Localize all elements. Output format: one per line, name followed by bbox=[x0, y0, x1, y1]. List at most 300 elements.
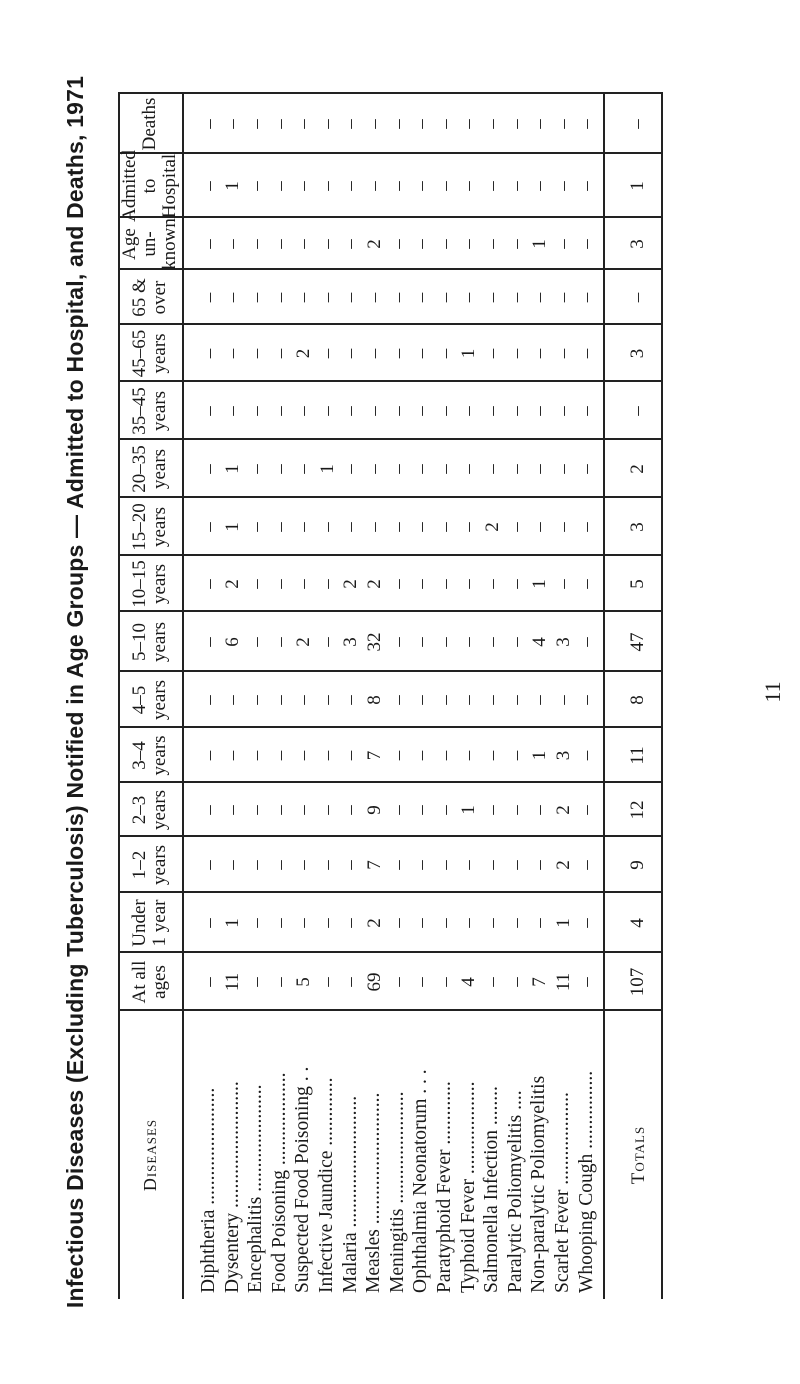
table-cell: – bbox=[293, 522, 315, 532]
table-cell: – bbox=[316, 181, 338, 191]
table-cell: – bbox=[505, 805, 527, 815]
table-cell: – bbox=[529, 119, 551, 129]
table-bottom-rule bbox=[661, 93, 663, 1299]
totals-cell: – bbox=[627, 292, 648, 303]
table-cell: – bbox=[481, 637, 503, 647]
table-cell: – bbox=[245, 637, 267, 647]
table-cell: – bbox=[481, 977, 503, 987]
table-cell: – bbox=[529, 695, 551, 705]
column-header-line: 4–5 bbox=[129, 685, 150, 715]
column-header bbox=[118, 783, 182, 837]
table-cell: 2 bbox=[552, 805, 574, 815]
table-cell: – bbox=[269, 464, 291, 474]
table-cell: – bbox=[434, 860, 456, 870]
table-cell: 5 bbox=[293, 977, 315, 987]
table-cell: – bbox=[293, 239, 315, 249]
table-cell: – bbox=[245, 239, 267, 249]
table-cell: 7 bbox=[529, 977, 551, 987]
table-cell: – bbox=[293, 579, 315, 589]
table-cell: – bbox=[529, 918, 551, 928]
disease-name: Whooping Cough ................ bbox=[575, 1070, 597, 1293]
table-cell: – bbox=[363, 464, 385, 474]
totals-cell: 107 bbox=[627, 967, 648, 997]
table-cell: – bbox=[293, 918, 315, 928]
totals-cell: – bbox=[627, 119, 648, 129]
table-cell: – bbox=[458, 860, 480, 870]
column-header-line: years bbox=[149, 563, 170, 605]
table-cell: 1 bbox=[529, 239, 551, 249]
table-cell: – bbox=[505, 860, 527, 870]
column-header-line: years bbox=[149, 333, 170, 374]
table-cell: – bbox=[552, 579, 574, 589]
table-cell: – bbox=[411, 977, 433, 987]
table-cell: – bbox=[222, 860, 244, 870]
totals-cell: – bbox=[627, 406, 648, 416]
column-header-line: years bbox=[149, 621, 170, 663]
header-rule bbox=[182, 93, 184, 1299]
table-cell: – bbox=[434, 292, 456, 303]
disease-name: Typhoid Fever ................... bbox=[457, 1081, 479, 1293]
table-cell: 1 bbox=[316, 464, 338, 474]
table-cell: – bbox=[293, 292, 315, 303]
table-cell: 7 bbox=[363, 750, 385, 761]
table-cell: – bbox=[387, 348, 409, 359]
column-header-line: 10–15 bbox=[129, 560, 150, 608]
table-cell: – bbox=[387, 119, 409, 129]
table-cell: – bbox=[529, 292, 551, 303]
totals-cell: 12 bbox=[627, 800, 648, 820]
table-cell: – bbox=[576, 181, 598, 191]
table-cell: 2 bbox=[552, 860, 574, 870]
table-cell: – bbox=[434, 406, 456, 416]
totals-cell: 5 bbox=[627, 579, 648, 589]
table-cell: – bbox=[529, 181, 551, 191]
disease-name: Non-paralytic Poliomyelitis bbox=[528, 1075, 550, 1293]
table-cell: 9 bbox=[363, 805, 385, 815]
table-cell: – bbox=[340, 464, 362, 474]
table-cell: – bbox=[411, 406, 433, 416]
table-cell: 32 bbox=[363, 632, 385, 652]
table-cell: – bbox=[576, 977, 598, 987]
table-cell: – bbox=[198, 977, 220, 987]
table-cell: – bbox=[245, 348, 267, 359]
table-cell: – bbox=[552, 119, 574, 129]
table-cell: – bbox=[340, 181, 362, 191]
table-cell: – bbox=[576, 860, 598, 870]
table-cell: – bbox=[269, 239, 291, 249]
disease-name: Dysentery .......................... bbox=[221, 1081, 243, 1293]
table-cell: – bbox=[387, 977, 409, 987]
table-cell: – bbox=[434, 637, 456, 647]
column-header bbox=[118, 440, 182, 498]
column-header-line: Admitted bbox=[119, 150, 140, 222]
disease-name: Malaria ........................... bbox=[339, 1095, 361, 1293]
table-cell: – bbox=[245, 805, 267, 815]
table-cell: – bbox=[245, 292, 267, 303]
table-cell: – bbox=[316, 522, 338, 532]
table-cell: – bbox=[576, 637, 598, 647]
column-header-line: 3–4 bbox=[129, 741, 150, 770]
table-cell: – bbox=[434, 464, 456, 474]
table-cell: – bbox=[222, 805, 244, 815]
column-header-line: Deaths bbox=[139, 97, 160, 151]
table-cell: – bbox=[387, 579, 409, 589]
table-cell: – bbox=[340, 119, 362, 129]
table-cell: – bbox=[245, 464, 267, 474]
column-header-line: years bbox=[149, 735, 170, 776]
table-cell: – bbox=[222, 292, 244, 303]
table-cell: – bbox=[458, 119, 480, 129]
table-cell: – bbox=[576, 348, 598, 359]
table-cell: – bbox=[198, 695, 220, 705]
table-cell: – bbox=[198, 292, 220, 303]
column-header-line: years bbox=[149, 506, 170, 548]
table-cell: 1 bbox=[529, 579, 551, 589]
table-cell: 3 bbox=[552, 750, 574, 761]
table-cell: – bbox=[316, 805, 338, 815]
table-cell: – bbox=[458, 239, 480, 249]
table-cell: – bbox=[269, 918, 291, 928]
table-cell: – bbox=[481, 860, 503, 870]
table-cell: – bbox=[387, 918, 409, 928]
table-cell: – bbox=[411, 579, 433, 589]
totals-cell: 8 bbox=[627, 695, 648, 705]
table-cell: – bbox=[458, 406, 480, 416]
table-cell: – bbox=[505, 918, 527, 928]
table-cell: – bbox=[198, 860, 220, 870]
table-cell: – bbox=[552, 239, 574, 249]
totals-cell: 1 bbox=[627, 181, 648, 191]
table-cell: – bbox=[552, 181, 574, 191]
column-header-line: ages bbox=[149, 965, 170, 999]
disease-name: Paralytic Poliomyelitis .... bbox=[504, 1090, 526, 1293]
table-cell: – bbox=[245, 579, 267, 589]
table-cell: – bbox=[340, 239, 362, 249]
table-cell: 1 bbox=[552, 918, 574, 928]
column-header-line: At all bbox=[129, 960, 150, 1004]
table-cell: – bbox=[245, 750, 267, 761]
table-cell: – bbox=[529, 348, 551, 359]
table-cell: 1 bbox=[222, 918, 244, 928]
table-cell: – bbox=[576, 695, 598, 705]
table-cell: – bbox=[316, 119, 338, 129]
totals-cell: 11 bbox=[627, 746, 648, 765]
table-cell: – bbox=[576, 119, 598, 129]
table-cell: – bbox=[269, 119, 291, 129]
table-cell: – bbox=[529, 522, 551, 532]
disease-name: Ophthalmia Neonatorum . . . bbox=[410, 1069, 432, 1293]
table-cell: 4 bbox=[529, 637, 551, 647]
table-cell: – bbox=[198, 181, 220, 191]
table-cell: – bbox=[434, 181, 456, 191]
table-cell: – bbox=[198, 239, 220, 249]
table-cell: – bbox=[552, 406, 574, 416]
table-cell: 7 bbox=[363, 860, 385, 870]
table-cell: – bbox=[458, 918, 480, 928]
column-header-line: 15–20 bbox=[129, 503, 150, 551]
table-cell: – bbox=[316, 860, 338, 870]
table-cell: – bbox=[481, 406, 503, 416]
table-cell: – bbox=[505, 750, 527, 761]
column-header bbox=[118, 612, 182, 672]
table-cell: – bbox=[222, 119, 244, 129]
table-cell: – bbox=[505, 181, 527, 191]
table-cell: – bbox=[411, 522, 433, 532]
table-cell: – bbox=[222, 750, 244, 761]
disease-name: Meningitis ....................... bbox=[386, 1091, 408, 1293]
table-cell: – bbox=[481, 464, 503, 474]
disease-name: Measles ........................... bbox=[363, 1092, 385, 1293]
table-cell: – bbox=[269, 181, 291, 191]
column-header-line: 2–3 bbox=[129, 795, 150, 825]
table-cell: – bbox=[505, 977, 527, 987]
table-cell: – bbox=[316, 695, 338, 705]
table-cell: – bbox=[293, 805, 315, 815]
table-cell: – bbox=[198, 406, 220, 416]
table-cell: – bbox=[198, 750, 220, 761]
table-cell: – bbox=[411, 860, 433, 870]
table-cell: – bbox=[434, 579, 456, 589]
table-cell: – bbox=[245, 181, 267, 191]
table-cell: – bbox=[269, 695, 291, 705]
table-cell: – bbox=[269, 406, 291, 416]
table-cell: – bbox=[481, 579, 503, 589]
column-header-line: 35–45 bbox=[129, 387, 150, 435]
column-header-line: Age bbox=[119, 228, 140, 260]
table-cell: – bbox=[363, 348, 385, 359]
table-cell: 2 bbox=[363, 239, 385, 249]
totals-label: Totals bbox=[628, 1125, 649, 1185]
column-header-line: 20–35 bbox=[129, 445, 150, 493]
table-cell: – bbox=[576, 406, 598, 416]
column-header-line: years bbox=[149, 789, 170, 831]
table-cell: – bbox=[576, 292, 598, 303]
column-header bbox=[118, 953, 182, 1011]
table-cell: – bbox=[481, 348, 503, 359]
table-cell: 2 bbox=[363, 918, 385, 928]
column-header bbox=[118, 498, 182, 556]
table-cell: – bbox=[293, 860, 315, 870]
table-cell: – bbox=[434, 119, 456, 129]
table-cell: – bbox=[387, 522, 409, 532]
column-header bbox=[118, 728, 182, 783]
table-cell: – bbox=[576, 579, 598, 589]
table-cell: 1 bbox=[458, 805, 480, 815]
table-cell: – bbox=[269, 860, 291, 870]
table-cell: – bbox=[222, 406, 244, 416]
table-cell: – bbox=[269, 977, 291, 987]
table-cell: – bbox=[481, 918, 503, 928]
table-cell: – bbox=[316, 292, 338, 303]
table-cell: – bbox=[505, 579, 527, 589]
table-cell: – bbox=[576, 918, 598, 928]
table-cell: – bbox=[293, 406, 315, 416]
table-cell: – bbox=[245, 977, 267, 987]
column-header-line: 1 year bbox=[149, 899, 170, 947]
table-cell: – bbox=[269, 750, 291, 761]
table-cell: – bbox=[387, 406, 409, 416]
totals-cell: 9 bbox=[627, 860, 648, 870]
table-cell: – bbox=[529, 464, 551, 474]
table-cell: – bbox=[316, 348, 338, 359]
table-cell: – bbox=[363, 181, 385, 191]
table-cell: – bbox=[458, 292, 480, 303]
table-cell: – bbox=[222, 695, 244, 705]
column-header bbox=[118, 218, 182, 270]
table-cell: – bbox=[552, 292, 574, 303]
table-cell: 1 bbox=[458, 348, 480, 359]
table-cell: – bbox=[269, 805, 291, 815]
table-cell: – bbox=[245, 695, 267, 705]
table-cell: 11 bbox=[222, 972, 244, 992]
page-title: Infectious Diseases (Excluding Tuberculosis) Notified in Age Groups — Admitted to Hospital, and Deaths, 1971 bbox=[62, 75, 88, 1309]
table-cell: – bbox=[340, 406, 362, 416]
table-cell: 2 bbox=[293, 637, 315, 647]
column-header bbox=[118, 837, 182, 893]
column-header bbox=[118, 556, 182, 612]
disease-name: Encephalitis ...................... bbox=[245, 1084, 267, 1293]
table-cell: – bbox=[481, 695, 503, 705]
table-cell: – bbox=[387, 695, 409, 705]
table-cell: – bbox=[481, 119, 503, 129]
table-cell: 1 bbox=[222, 522, 244, 532]
table-cell: – bbox=[411, 348, 433, 359]
table-cell: – bbox=[340, 977, 362, 987]
column-header-line: 65 & bbox=[129, 278, 150, 317]
table-cell: – bbox=[529, 860, 551, 870]
column-header bbox=[118, 893, 182, 953]
table-cell: – bbox=[198, 348, 220, 359]
table-cell: – bbox=[411, 695, 433, 705]
table-cell: – bbox=[458, 522, 480, 532]
table-cell: – bbox=[340, 918, 362, 928]
table-cell: – bbox=[293, 750, 315, 761]
table-cell: – bbox=[245, 119, 267, 129]
column-header-line: Hospital bbox=[159, 153, 180, 219]
table-cell: 1 bbox=[222, 181, 244, 191]
table-cell: – bbox=[387, 239, 409, 249]
table-cell: – bbox=[576, 464, 598, 474]
table-cell: – bbox=[434, 805, 456, 815]
table-cell: – bbox=[222, 348, 244, 359]
table-cell: – bbox=[481, 181, 503, 191]
table-cell: – bbox=[340, 695, 362, 705]
disease-name: Infective Jaundice .............. bbox=[316, 1077, 337, 1293]
table-cell: – bbox=[552, 348, 574, 359]
table-cell: – bbox=[576, 239, 598, 249]
table-cell: – bbox=[387, 860, 409, 870]
table-cell: – bbox=[198, 464, 220, 474]
table-cell: – bbox=[198, 579, 220, 589]
table-cell: – bbox=[529, 805, 551, 815]
column-header-line: years bbox=[149, 448, 170, 490]
table-cell: – bbox=[269, 579, 291, 589]
table-cell: – bbox=[269, 637, 291, 647]
column-header-line: 1–2 bbox=[129, 850, 150, 880]
table-cell: – bbox=[458, 750, 480, 761]
totals-cell: 47 bbox=[627, 632, 648, 652]
table-cell: – bbox=[481, 805, 503, 815]
table-cell: – bbox=[245, 860, 267, 870]
table-cell: 4 bbox=[458, 977, 480, 987]
table-cell: – bbox=[340, 348, 362, 359]
totals-cell: 3 bbox=[627, 522, 648, 532]
page-number: 11 bbox=[760, 681, 785, 703]
table-cell: – bbox=[293, 181, 315, 191]
column-header-line: years bbox=[149, 844, 170, 886]
table-cell: – bbox=[293, 464, 315, 474]
table-cell: – bbox=[411, 239, 433, 249]
table-cell: – bbox=[198, 119, 220, 129]
table-cell: – bbox=[505, 239, 527, 249]
table-cell: – bbox=[481, 750, 503, 761]
table-cell: 1 bbox=[529, 750, 551, 761]
column-header-line: years bbox=[149, 679, 170, 721]
table-cell: 1 bbox=[222, 464, 244, 474]
table-cell: – bbox=[387, 750, 409, 761]
table-cell: – bbox=[316, 406, 338, 416]
table-cell: – bbox=[387, 464, 409, 474]
column-header-line: 45–65 bbox=[129, 329, 150, 378]
table-cell: – bbox=[411, 750, 433, 761]
table-cell: – bbox=[198, 637, 220, 647]
table-cell: – bbox=[411, 292, 433, 303]
table-cell: – bbox=[434, 348, 456, 359]
table-cell: – bbox=[363, 406, 385, 416]
disease-name: Paratyphoid Fever ............. bbox=[434, 1081, 455, 1293]
table-cell: – bbox=[458, 695, 480, 705]
table-cell: – bbox=[316, 239, 338, 249]
table-cell: – bbox=[505, 637, 527, 647]
table-cell: – bbox=[458, 579, 480, 589]
table-cell: – bbox=[458, 181, 480, 191]
table-cell: – bbox=[481, 239, 503, 249]
table-cell: 3 bbox=[552, 637, 574, 647]
table-cell: – bbox=[363, 119, 385, 129]
table-cell: – bbox=[387, 292, 409, 303]
table-cell: – bbox=[458, 637, 480, 647]
table-cell: – bbox=[529, 406, 551, 416]
table-cell: 11 bbox=[552, 972, 574, 992]
table-cell: – bbox=[316, 637, 338, 647]
disease-table bbox=[118, 93, 663, 1299]
column-header bbox=[118, 270, 182, 325]
disease-name: Salmonella Infection ........ bbox=[481, 1086, 503, 1293]
table-cell: – bbox=[434, 522, 456, 532]
table-cell: – bbox=[434, 977, 456, 987]
table-cell: – bbox=[198, 805, 220, 815]
disease-name: Scarlet Fever ................... bbox=[552, 1092, 573, 1293]
table-cell: – bbox=[316, 579, 338, 589]
column-header-line: un- bbox=[139, 231, 160, 257]
table-cell: – bbox=[552, 464, 574, 474]
table-cell: 2 bbox=[222, 579, 244, 589]
table-cell: – bbox=[434, 750, 456, 761]
table-cell: – bbox=[481, 292, 503, 303]
table-cell: – bbox=[576, 750, 598, 761]
table-cell: – bbox=[316, 977, 338, 987]
disease-name: Food Poisoning ................... bbox=[268, 1072, 290, 1293]
table-cell: – bbox=[245, 918, 267, 928]
column-header-line: years bbox=[149, 390, 170, 432]
table-cell: – bbox=[411, 119, 433, 129]
column-header bbox=[118, 325, 182, 382]
disease-name: Diphtheria ........................ bbox=[198, 1087, 219, 1293]
table-cell: 3 bbox=[340, 637, 362, 647]
column-header-line: known bbox=[159, 218, 180, 270]
column-header bbox=[118, 382, 182, 440]
table-cell: – bbox=[505, 119, 527, 129]
